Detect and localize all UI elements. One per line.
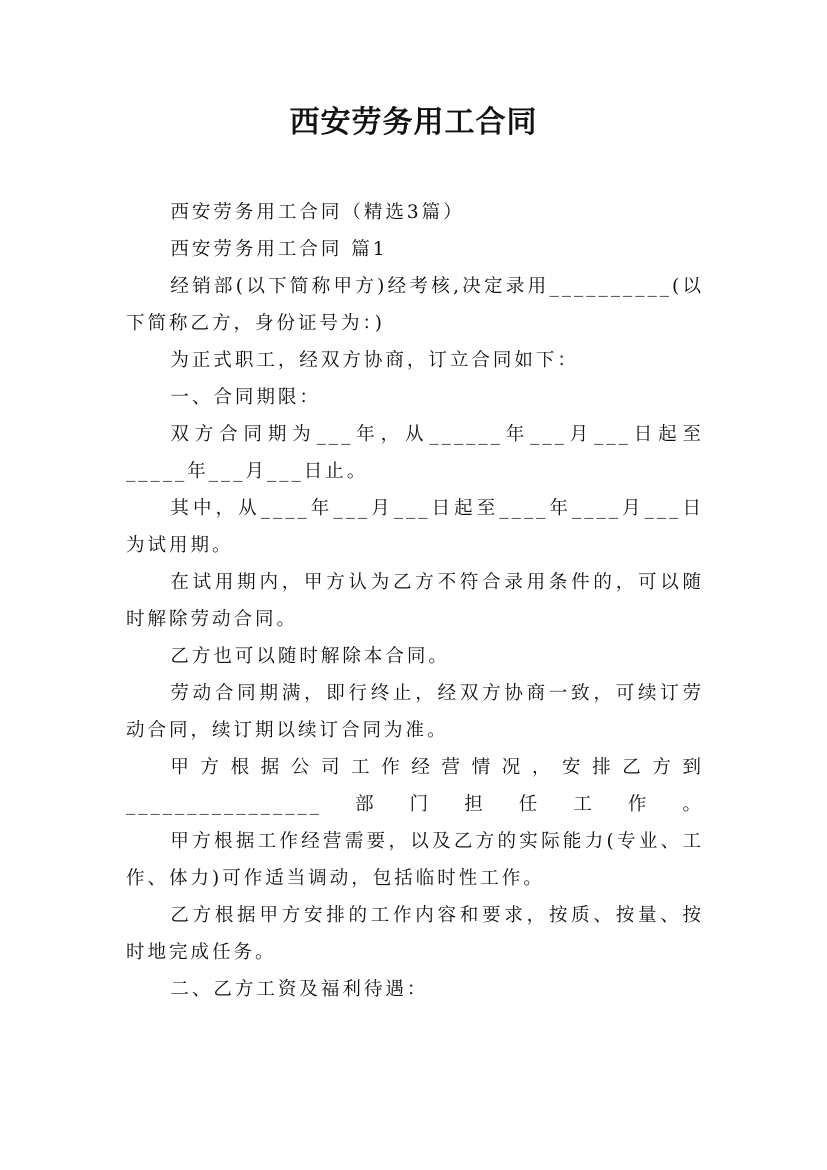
document-body xyxy=(126,194,704,1008)
paragraph-job-adjustment: 甲方根据工作经营需要，以及乙方的实际能力(专业、工作、体力)可作适当调动，包括临时性工作。 xyxy=(126,831,704,889)
paragraph-party-b-termination: 乙方也可以随时解除本合同。 xyxy=(170,646,450,667)
paragraph-term-heading: 一、合同期限： xyxy=(170,387,321,408)
paragraph-hiring: 经销部(以下简称甲方)经考核,决定录用__________(以下简称乙方，身份证号为：) xyxy=(126,276,704,334)
paragraph-section-heading: 西安劳务用工合同 篇1 xyxy=(170,239,388,260)
paragraph-agreement: 为正式职工，经双方协商，订立合同如下： xyxy=(170,350,579,371)
paragraph-department-assignment: 甲方根据公司工作经营情况，安排乙方到________________部门担任工作。 xyxy=(126,757,704,815)
paragraph-contract-period: 双方合同期为___年，从______年___月___日起至_____年___月___日止。 xyxy=(126,424,704,482)
paragraph-contract-expiry: 劳动合同期满，即行终止，经双方协商一致，可续订劳动合同，续订期以续订合同为准。 xyxy=(126,683,704,741)
document-title: 西安劳务用工合同 xyxy=(289,105,538,140)
paragraph-task-completion: 乙方根据甲方安排的工作内容和要求，按质、按量、按时地完成任务。 xyxy=(126,905,704,963)
paragraph-subtitle: 西安劳务用工合同（精选3篇） xyxy=(170,202,465,223)
paragraph-probation: 其中，从____年___月___日起至____年____月___日为试用期。 xyxy=(126,498,704,556)
paragraph-probation-termination: 在试用期内，甲方认为乙方不符合录用条件的，可以随时解除劳动合同。 xyxy=(126,572,704,630)
paragraph-wages-heading: 二、乙方工资及福利待遇： xyxy=(170,979,429,1000)
